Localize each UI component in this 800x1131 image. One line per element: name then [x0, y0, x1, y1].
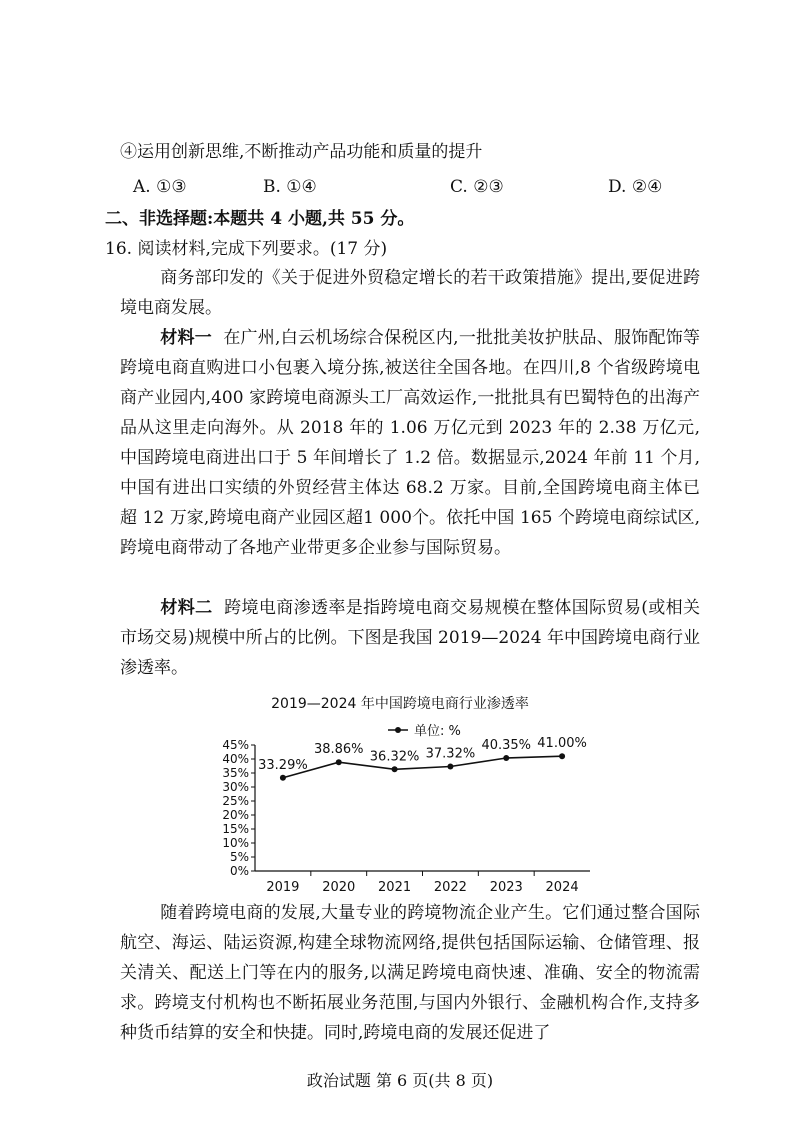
choice-d: D. ②④ — [608, 177, 663, 197]
x-tick-label: 2022 — [433, 880, 467, 895]
y-tick-label: 25% — [222, 794, 249, 808]
y-tick-label: 45% — [222, 738, 249, 752]
data-point — [392, 766, 398, 772]
data-point — [336, 759, 342, 765]
chart-legend — [388, 724, 461, 739]
data-label: 41.00% — [537, 736, 587, 752]
legend-marker — [395, 727, 401, 733]
data-point — [280, 775, 286, 781]
data-point — [447, 764, 453, 770]
material-2-text: 跨境电商渗透率是指跨境电商交易规模在整体国际贸易(或相关市场交易)规模中所占的比例。下图是我国 2019—2024 年中国跨境电商行业渗透率。 — [120, 598, 701, 678]
chart-title: 2019—2024 年中国跨境电商行业渗透率 — [271, 696, 529, 712]
material-1-label: 材料一 — [160, 328, 212, 348]
material-2-paragraph — [120, 593, 700, 683]
option-item-4: ④运用创新思维,不断推动产品功能和质量的提升 — [120, 142, 483, 162]
material-2-label: 材料二 — [160, 598, 213, 618]
data-label: 40.35% — [481, 738, 532, 754]
y-tick-label: 20% — [222, 808, 249, 822]
series-line — [283, 756, 562, 778]
y-tick-label: 10% — [222, 836, 249, 850]
data-label: 37.32% — [425, 746, 476, 762]
y-tick-label: 5% — [229, 850, 249, 864]
data-label: 36.32% — [369, 749, 420, 765]
choice-a: A. ①③ — [133, 177, 187, 197]
x-tick-label: 2024 — [545, 880, 579, 895]
x-tick-label: 2021 — [378, 880, 412, 895]
page-footer: 政治试题 第 6 页(共 8 页) — [306, 1071, 494, 1090]
x-tick-label: 2020 — [322, 880, 356, 895]
y-tick-label: 15% — [222, 822, 249, 836]
material-1-paragraph — [120, 323, 700, 563]
data-point — [559, 753, 565, 759]
x-tick-label: 2019 — [266, 880, 300, 895]
y-tick-label: 30% — [222, 780, 249, 794]
question-16-title: 16. 阅读材料,完成下列要求。(17 分) — [105, 239, 388, 259]
x-tick-label: 2023 — [489, 880, 523, 895]
choice-c: C. ②③ — [450, 177, 504, 197]
choice-b: B. ①④ — [263, 177, 317, 197]
y-tick-label: 0% — [229, 864, 249, 878]
section-title: 二、非选择题:本题共 4 小题,共 55 分。 — [105, 209, 415, 229]
data-label: 38.86% — [313, 742, 364, 758]
penetration-line-chart — [0, 718, 800, 918]
closing-paragraph: 随着跨境电商的发展,大量专业的跨境物流企业产生。它们通过整合国际航空、海运、陆运资源,构建全球物流网络,提供包括国际运输、仓储管理、报关清关、配送上门等在内的服务,以满足跨境电商快速、准确、安全的物流需求。跨境支付机构也不断拓展业务范围,与国内外银行、金融机构合作,支持多种货币结算的安全和快捷。同时,跨境电商的发展还促进了 — [120, 903, 700, 1043]
data-point — [503, 755, 509, 761]
data-label: 33.29% — [258, 757, 308, 773]
material-1-text: 在广州,白云机场综合保税区内,一批批美妆护肤品、服饰配饰等跨境电商直购进口小包裹入境分拣,被送往全国各地。在四川,8 个省级跨境电商产业园内,400 家跨境电商源头工厂高效运作,一批批具有巴蜀特色的出海产品从这里走向海外。从 2018 年的 1.06 万亿元到 2023 年的 2.38 万亿元,中国跨境电商进出口于 5 年间增长了 1.2 倍。数据显示,2024 年前 11 个月,中国有进出口实绩的外贸经营主体达 68.2 万家。目前,全国跨境电商主体已超 12 万家,跨境电商产业园区超1 000个。依托中国 165 个跨境电商综试区,跨境电商带动了各地产业带更多企业参与国际贸易。 — [120, 328, 701, 558]
legend-label: 单位: % — [414, 724, 461, 739]
y-tick-label: 40% — [222, 752, 249, 766]
y-tick-label: 35% — [222, 766, 249, 780]
intro-paragraph: 商务部印发的《关于促进外贸稳定增长的若干政策措施》提出,要促进跨境电商发展。 — [120, 268, 700, 318]
